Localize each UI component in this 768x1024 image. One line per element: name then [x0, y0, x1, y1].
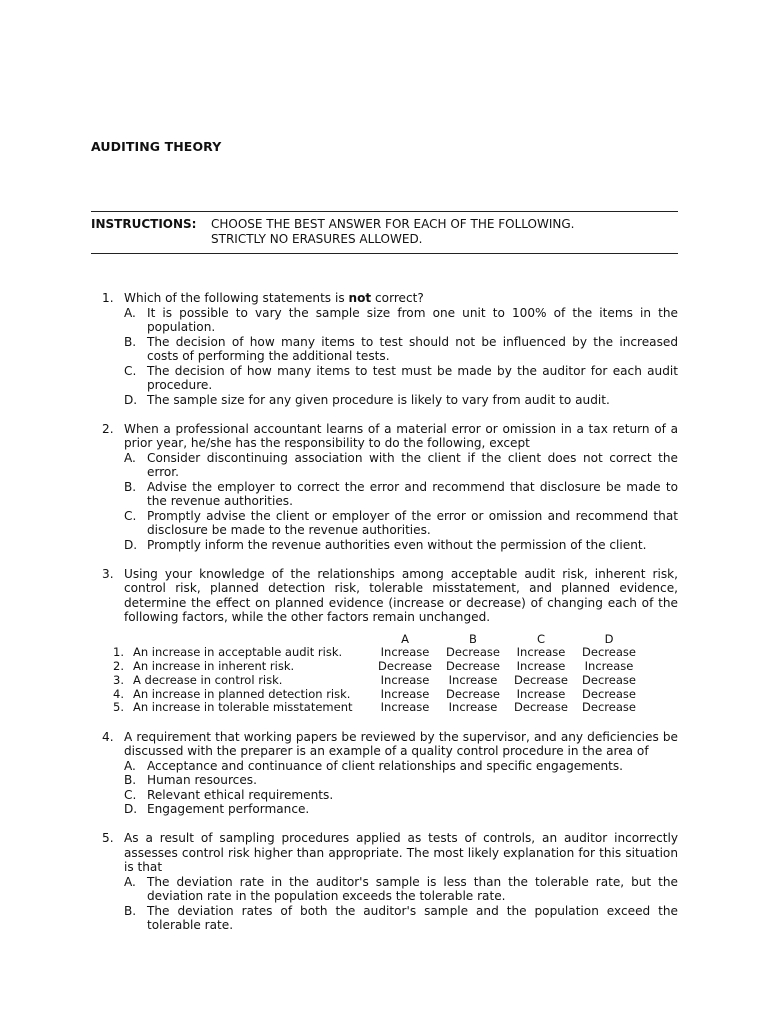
- option-b: B. The deviation rates of both the auditor's sample and the population exceed the tolerable rate.: [124, 903, 678, 933]
- column-header-d: D: [604, 631, 614, 646]
- divider-top: [91, 211, 678, 212]
- risk-table-header: [91, 633, 643, 647]
- risk-table: [91, 633, 643, 716]
- question-stem: Which of the following statements is not correct?: [124, 291, 424, 305]
- option-d: D. Engagement performance.: [124, 802, 310, 817]
- question-2: [91, 422, 678, 553]
- option-d: D. The sample size for any given procedure is likely to vary from audit to audit.: [124, 392, 610, 407]
- option-c: C. The decision of how many items to test must be made by the auditor for each audit procedure.: [124, 363, 678, 392]
- option-a: A. Consider discontinuing association with the client if the client does not correct the error.: [124, 450, 678, 479]
- question-number: 3.: [102, 566, 114, 581]
- instructions-label: INSTRUCTIONS:: [91, 217, 197, 231]
- column-header-a: A: [401, 631, 409, 646]
- option-a: A. Acceptance and continuance of client relationships and specific engagements.: [124, 758, 623, 773]
- question-stem: A requirement that working papers be reviewed by the supervisor, and any deficiencies be discussed with the preparer is an example of a quality control procedure in the area of: [124, 729, 678, 759]
- option-a: A. It is possible to vary the sample size from one unit to 100% of the items in the population.: [124, 305, 678, 334]
- option-b: B. The decision of how many items to test should not be influenced by the increased costs of performing the additional tests.: [124, 334, 678, 363]
- document-title: AUDITING THEORY: [91, 139, 222, 154]
- option-b: B. Human resources.: [124, 773, 257, 788]
- table-row: 3. A decrease in control risk. Increase Increase Decrease Decrease: [113, 672, 636, 687]
- table-row: 2. An increase in inherent risk. Decrease Decrease Increase Increase: [113, 659, 634, 674]
- instructions-text: [211, 217, 574, 247]
- instructions-line-1: CHOOSE THE BEST ANSWER FOR EACH OF THE FOLLOWING.: [211, 217, 575, 231]
- question-number: 2.: [102, 421, 114, 436]
- option-c: C. Relevant ethical requirements.: [124, 787, 334, 802]
- table-row: 4. An increase in planned detection risk. Increase Decrease Increase Decrease: [113, 686, 636, 701]
- question-list: [91, 291, 678, 947]
- instructions-line-2: STRICTLY NO ERASURES ALLOWED.: [211, 232, 423, 246]
- question-1: [91, 291, 678, 407]
- option-d: D. Promptly inform the revenue authorities even without the permission of the client.: [124, 537, 647, 552]
- question-number: 4.: [102, 729, 114, 744]
- question-stem: Using your knowledge of the relationships among acceptable audit risk, inherent risk, control risk, planned detection risk, tolerable misstatement, and planned evidence, determine the effect on planned evidence (increase or decrease) of changing each of the following factors, while the other factors remain unchanged.: [124, 566, 678, 624]
- table-row: 5. An increase in tolerable misstatement Increase Increase Decrease Decrease: [113, 700, 636, 715]
- table-row: 1. An increase in acceptable audit risk. Increase Decrease Increase Decrease: [113, 645, 636, 660]
- option-c: C. Promptly advise the client or employer of the error or omission and recommend that disclosure be made to the revenue authorities.: [124, 508, 678, 537]
- column-header-b: B: [469, 631, 477, 646]
- question-number: 1.: [102, 291, 114, 305]
- divider-bottom: [91, 253, 678, 254]
- question-3: [91, 567, 678, 716]
- column-header-c: C: [536, 631, 546, 646]
- option-a: A. The deviation rate in the auditor's sample is less than the tolerable rate, but the deviation rate in the population exceeds the tolerable rate.: [124, 874, 678, 904]
- question-4: [91, 730, 678, 817]
- option-b: B. Advise the employer to correct the error and recommend that disclosure be made to the revenue authorities.: [124, 479, 678, 508]
- question-stem: When a professional accountant learns of a material error or omission in a tax return of a prior year, he/she has the responsibility to do the following, except: [124, 421, 678, 450]
- question-5: [91, 831, 678, 933]
- question-number: 5.: [102, 831, 114, 846]
- question-stem: As a result of sampling procedures applied as tests of controls, an auditor incorrectly assesses control risk higher than appropriate. The most likely explanation for this situation is that: [124, 831, 678, 875]
- emphasis-not: not: [348, 291, 372, 305]
